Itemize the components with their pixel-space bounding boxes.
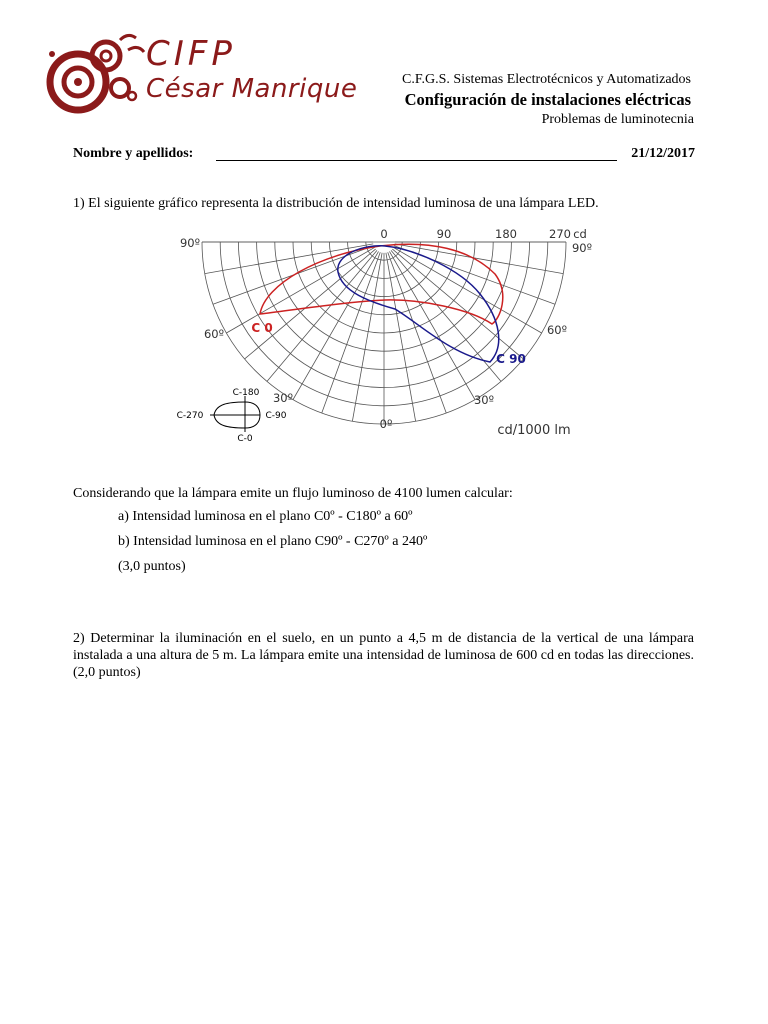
course-title: C.F.G.S. Sistemas Electrotécnicos y Automatizados [402,72,691,87]
question-1-part-b: b) Intensidad luminosa en el plano C90º - C270º a 240º [118,534,428,549]
angle-label-30-right: 30º [473,393,495,407]
curve-c90-label: C 90 [496,352,526,366]
logo-text-bottom: César Manrique [146,74,358,104]
tick-label-90: 90 [436,227,452,241]
angle-label-0: 0º [379,417,393,431]
legend-c0: C-0 [237,434,253,444]
unit-top: cd [573,227,587,241]
tick-label-0: 0 [380,227,388,241]
question-1-part-a: a) Intensidad luminosa en el plano C0º - C180º a 60º [118,509,413,524]
angle-label-90-left: 90º [179,236,201,250]
exam-date: 21/12/2017 [631,146,695,161]
unit-bottom: cd/1000 lm [497,423,571,438]
legend-c180: C-180 [232,388,260,398]
question-1-statement: 1) El siguiente gráfico representa la distribución de intensidad luminosa de una lámpara LED. [73,196,599,211]
logo-text-top: CIFP [146,34,236,74]
angle-label-90-right: 90º [571,241,593,255]
student-name-label: Nombre y apellidos: [73,146,194,161]
student-name-field[interactable] [216,160,617,161]
question-1-points: (3,0 puntos) [118,559,186,574]
angle-label-60-left: 60º [203,327,225,341]
topic-title: Problemas de luminotecnia [541,112,694,127]
logo-emblem-icon [49,35,144,110]
question-2-statement: 2) Determinar la iluminación en el suelo, en un punto a 4,5 m de distancia de la vertical de una lámpara instalada a una altura de 5 m. La lámpara emite una intensidad de luminosa de 600 cd en todas las direcciones. (2,0 puntos) [73,631,694,680]
question-1-intro: Considerando que la lámpara emite un flujo luminoso de 4100 lumen calcular: [73,486,513,501]
angle-label-60-right: 60º [546,323,568,337]
polar-intensity-diagram [170,224,593,444]
plane-legend [210,396,260,432]
tick-label-180: 180 [495,227,517,241]
module-title: Configuración de instalaciones eléctricas [404,90,691,109]
legend-c90: C-90 [265,411,287,421]
tick-label-270: 270 [549,227,571,241]
curve-c0-label: C 0 [251,321,273,335]
curve-c90 [338,246,499,362]
angle-label-30-left: 30º [272,391,294,405]
legend-c270: C-270 [176,411,204,421]
